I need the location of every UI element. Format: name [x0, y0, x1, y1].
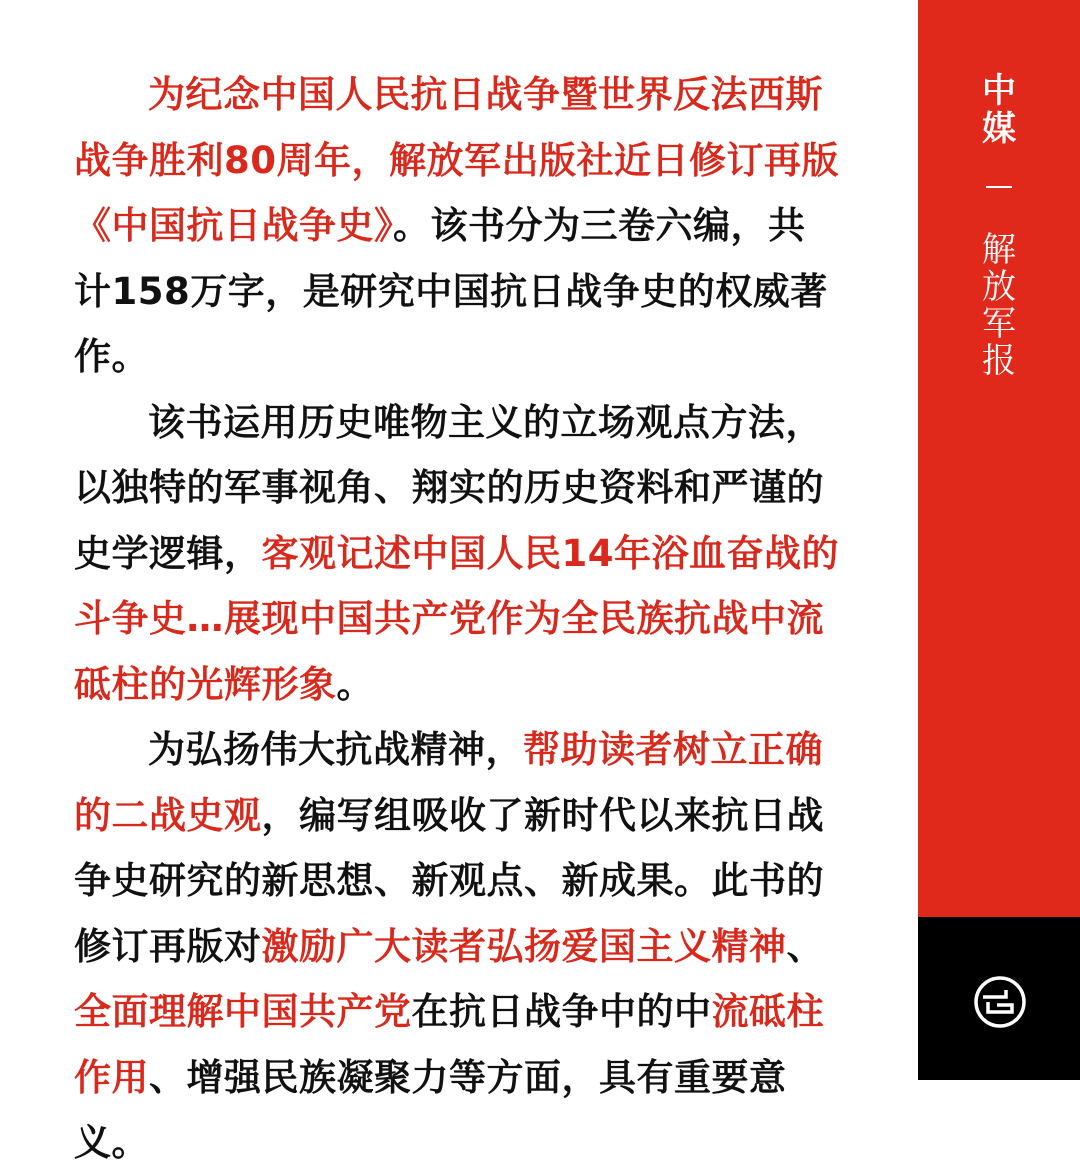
source-char: 军 — [982, 304, 1016, 344]
source-name — [918, 232, 1080, 380]
body-text: 在抗日战争中的中 — [411, 990, 712, 1033]
body-text: 。 — [336, 662, 374, 706]
highlight-text: 全面理解中国共产党 — [74, 990, 412, 1033]
paragraph-1 — [74, 62, 840, 390]
body-text: 、 — [786, 924, 824, 968]
source-char: 解 — [982, 230, 1016, 270]
highlight-text: 为纪念中国人民抗日战争暨世界反法西斯战争胜利80周年，解放军出版社近日修订再版《中国抗日战争史》 — [74, 73, 839, 247]
highlight-text: 激励广大读者弘扬爱国主义精神 — [261, 924, 787, 968]
source-char: 报 — [982, 341, 1016, 381]
logo-footer — [918, 917, 1080, 1080]
paragraph-2 — [74, 390, 840, 718]
body-text: 、增强民族凝聚力等方面，具有重要意义。 — [74, 1055, 787, 1164]
body-text: 该书运用历史唯物主义的立场观点方法，以独特的军事视角、翔实的历史资料和严谨的史学逻辑， — [74, 400, 824, 575]
source-char: 放 — [982, 267, 1016, 307]
brand-char: 媒 — [982, 109, 1016, 149]
highlight-text: 客观记述中国人民14年浴血奋战的斗争史…展现中国共产党作为全民族抗战中流砥柱的光辉形象 — [74, 531, 839, 706]
body-text: 为弘扬伟大抗战精神， — [148, 728, 523, 771]
media-logo-icon — [973, 975, 1027, 1029]
article-body — [74, 62, 840, 1176]
highlight-text: 流砥柱作用 — [74, 990, 824, 1099]
paragraph-3 — [74, 717, 840, 1176]
highlight-text: 帮助读者树立正确的二战史观 — [74, 728, 823, 837]
brand-sidebar — [918, 0, 1080, 917]
brand-name — [918, 72, 1080, 148]
brand-divider — [986, 186, 1012, 188]
body-text: ，编写组吸收了新时代以来抗日战争史研究的新思想、新观点、新成果。此书的修订再版对 — [74, 793, 824, 968]
brand-char: 中 — [982, 71, 1016, 111]
body-text: 。该书分为三卷六编，共计158万字，是研究中国抗日战争史的权威著作。 — [74, 204, 828, 378]
